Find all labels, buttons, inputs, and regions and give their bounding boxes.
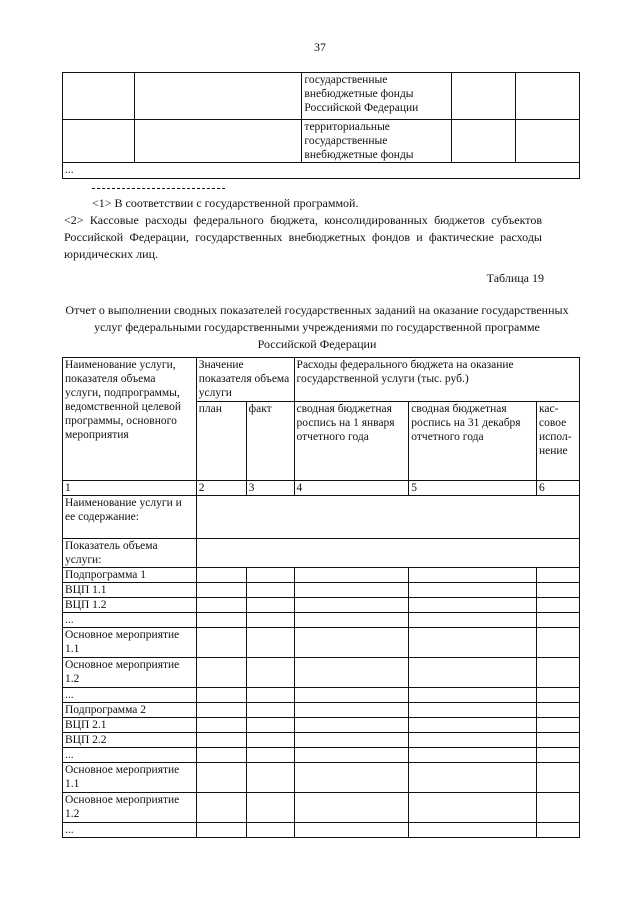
table-cell <box>134 73 302 120</box>
table-row <box>63 163 580 179</box>
table-cell <box>536 703 579 718</box>
indicator-cell: Показатель объема услуги: <box>63 539 197 568</box>
report-table <box>62 357 580 838</box>
table-row <box>63 539 580 568</box>
table-cell <box>536 793 579 823</box>
table-cell <box>536 658 579 688</box>
table-cell <box>196 703 246 718</box>
header-roster-dec: сводная бюджетная роспись на 31 декабря отчетного года <box>409 402 537 481</box>
table-cell <box>294 733 409 748</box>
table-cell <box>409 823 537 838</box>
header-value: Значение показателя объема услуги <box>196 358 294 402</box>
table-cell <box>516 120 580 163</box>
table-cell <box>196 613 246 628</box>
table-cell <box>196 658 246 688</box>
table-cell <box>294 658 409 688</box>
footnote-2: <2> Кассовые расходы федерального бюджета, консолидированных бюджетов субъектов Российской Федерации, государственных внебюджетных фондов и фактические расходы юридических лиц. <box>64 213 542 261</box>
table-cell <box>196 733 246 748</box>
table-label: Таблица 19 <box>486 271 544 285</box>
table-cell <box>294 718 409 733</box>
table-cell <box>536 568 579 583</box>
row-label: ... <box>63 823 197 838</box>
table-cell <box>196 568 246 583</box>
table-cell <box>409 613 537 628</box>
table-cell <box>63 120 135 163</box>
table-cell: государственные внебюджетные фонды Российской Федерации <box>302 73 452 120</box>
table-cell <box>536 718 579 733</box>
footnote-1: <1> В соответствии с государственной программой. <box>92 196 359 210</box>
row-label: ... <box>63 688 197 703</box>
table-cell <box>246 748 294 763</box>
row-label: Основное мероприятие 1.2 <box>63 658 197 688</box>
header-row <box>63 358 580 402</box>
footnote-separator <box>92 188 225 189</box>
table-cell <box>246 718 294 733</box>
page-number: 37 <box>314 40 326 54</box>
table-cell: ... <box>63 163 580 179</box>
table-row <box>63 718 580 733</box>
table-cell <box>196 539 579 568</box>
table-cell <box>246 793 294 823</box>
table-cell <box>294 763 409 793</box>
table-cell <box>246 763 294 793</box>
table-cell <box>536 583 579 598</box>
table-cell <box>409 598 537 613</box>
table-cell <box>294 823 409 838</box>
table-row <box>63 658 580 688</box>
table-cell <box>409 568 537 583</box>
table-cell <box>536 688 579 703</box>
table-row <box>63 568 580 583</box>
row-label: ... <box>63 748 197 763</box>
row-label: Подпрограмма 2 <box>63 703 197 718</box>
table-cell <box>246 583 294 598</box>
table-cell <box>294 748 409 763</box>
table-cell <box>196 793 246 823</box>
col-number: 1 <box>63 481 197 496</box>
table-cell <box>536 823 579 838</box>
table-cell <box>294 568 409 583</box>
table-cell <box>294 583 409 598</box>
table-cell <box>536 613 579 628</box>
table-cell <box>63 73 135 120</box>
row-label: ВЦП 2.2 <box>63 733 197 748</box>
row-label: Основное мероприятие 1.1 <box>63 628 197 658</box>
table-cell <box>294 688 409 703</box>
table-row <box>63 793 580 823</box>
table-cell <box>246 658 294 688</box>
table-cell <box>409 703 537 718</box>
number-row <box>63 481 580 496</box>
table-cell <box>246 703 294 718</box>
row-label: Основное мероприятие 1.1 <box>63 763 197 793</box>
service-name-cell: Наименование услуги и ее содержание: <box>63 496 197 539</box>
table-cell <box>246 628 294 658</box>
table-cell <box>516 73 580 120</box>
table-cell <box>196 823 246 838</box>
table-cell <box>536 748 579 763</box>
table-cell: территориальные государственные внебюджетные фонды <box>302 120 452 163</box>
table-row <box>63 120 580 163</box>
table-row <box>63 496 580 539</box>
table-cell <box>134 120 302 163</box>
table-row <box>63 703 580 718</box>
table-cell <box>246 613 294 628</box>
table-cell <box>294 793 409 823</box>
table-cell <box>196 628 246 658</box>
header-roster-jan: сводная бюджетная роспись на 1 января отчетного года <box>294 402 409 481</box>
row-label: ВЦП 1.1 <box>63 583 197 598</box>
col-number: 4 <box>294 481 409 496</box>
table-row <box>63 763 580 793</box>
table-cell <box>409 793 537 823</box>
row-label: ВЦП 1.2 <box>63 598 197 613</box>
table-cell <box>536 763 579 793</box>
table-cell <box>196 583 246 598</box>
col-number: 2 <box>196 481 246 496</box>
top-table <box>62 72 580 179</box>
table-cell <box>409 733 537 748</box>
row-label: ВЦП 2.1 <box>63 718 197 733</box>
row-label: ... <box>63 613 197 628</box>
table-cell <box>409 583 537 598</box>
table-row <box>63 748 580 763</box>
table-cell <box>409 688 537 703</box>
header-plan: план <box>196 402 246 481</box>
header-expenses: Расходы федерального бюджета на оказание государственной услуги (тыс. руб.) <box>294 358 579 402</box>
table-cell <box>196 763 246 793</box>
table-row <box>63 628 580 658</box>
table-row <box>63 733 580 748</box>
header-cash: кас-совое испол-нение <box>536 402 579 481</box>
table-cell <box>196 718 246 733</box>
col-number: 6 <box>536 481 579 496</box>
table-cell <box>246 823 294 838</box>
table-cell <box>294 703 409 718</box>
table-cell <box>196 598 246 613</box>
table-cell <box>536 733 579 748</box>
table-cell <box>409 718 537 733</box>
table-cell <box>246 598 294 613</box>
table-row <box>63 598 580 613</box>
table-cell <box>409 763 537 793</box>
table-cell <box>294 598 409 613</box>
table-row <box>63 73 580 120</box>
report-title: Отчет о выполнении сводных показателей государственных заданий на оказание государственных услуг федеральными государственными учреждениями по государственной программе Российской Федерации <box>65 303 569 351</box>
table-cell <box>196 688 246 703</box>
header-name: Наименование услуги, показателя объема услуги, подпрограммы, ведомственной целевой программы, основного мероприятия <box>63 358 197 481</box>
table-cell <box>409 628 537 658</box>
table-cell <box>294 628 409 658</box>
table-cell <box>409 658 537 688</box>
table-cell <box>246 733 294 748</box>
table-cell <box>536 628 579 658</box>
table-cell <box>246 568 294 583</box>
header-fact: факт <box>246 402 294 481</box>
table-cell <box>536 598 579 613</box>
row-label: Подпрограмма 1 <box>63 568 197 583</box>
table-cell <box>452 120 516 163</box>
table-cell <box>409 748 537 763</box>
table-cell <box>196 748 246 763</box>
table-row <box>63 688 580 703</box>
col-number: 5 <box>409 481 537 496</box>
row-label: Основное мероприятие 1.2 <box>63 793 197 823</box>
table-row <box>63 823 580 838</box>
table-row <box>63 583 580 598</box>
table-cell <box>452 73 516 120</box>
table-row <box>63 613 580 628</box>
table-cell <box>196 496 579 539</box>
table-cell <box>246 688 294 703</box>
col-number: 3 <box>246 481 294 496</box>
table-cell <box>294 613 409 628</box>
